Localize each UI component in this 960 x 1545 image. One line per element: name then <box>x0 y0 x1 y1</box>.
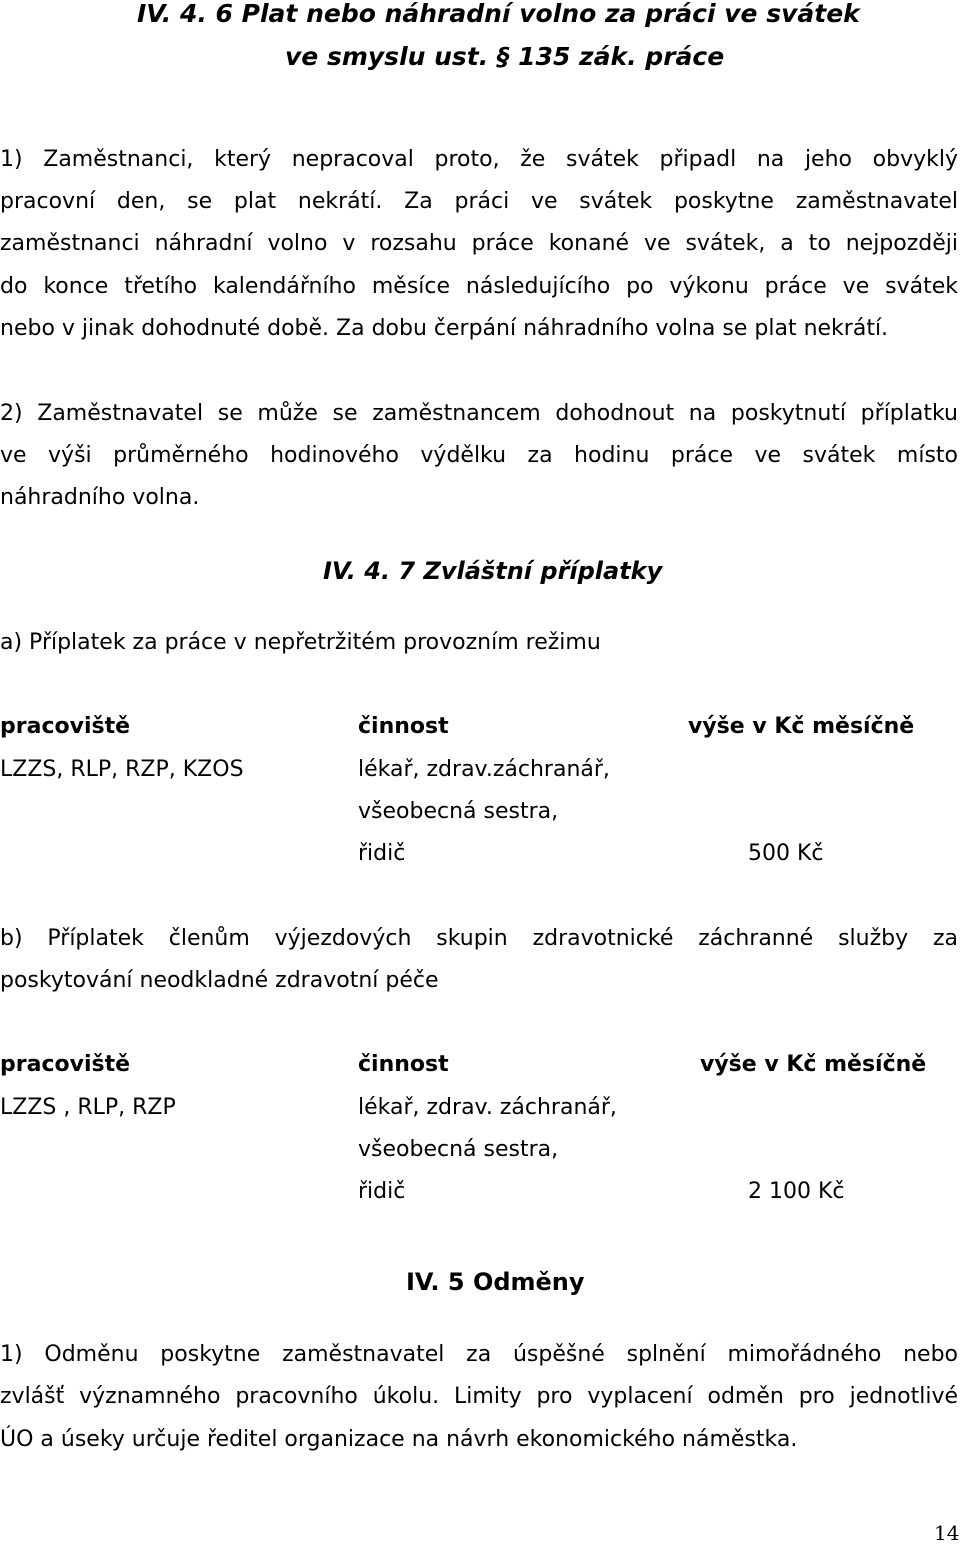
paragraph-line: do konce třetího kalendářního měsíce následujícího po výkonu práce ve svátek <box>0 274 958 299</box>
activity-cell: všeobecná sestra, <box>358 799 559 824</box>
activity-cell: všeobecná sestra, <box>358 1137 559 1162</box>
activity-cell: řidič <box>358 841 406 866</box>
column-header-activity: činnost <box>358 1052 449 1077</box>
section-5-heading: IV. 5 Odměny <box>406 1268 585 1296</box>
paragraph-line: zvlášť významného pracovního úkolu. Limity pro vyplacení odměn pro jednotlivé <box>0 1384 958 1409</box>
workplace-cell: LZZS , RLP, RZP <box>0 1095 176 1120</box>
activity-cell: lékař, zdrav.záchranář, <box>358 757 610 782</box>
paragraph-line: 1) Odměnu poskytne zaměstnavatel za úspěšné splnění mimořádného nebo <box>0 1342 958 1367</box>
paragraph-line: ve výši průměrného hodinového výdělku za hodinu práce ve svátek místo <box>0 443 958 468</box>
column-header-activity: činnost <box>358 714 449 739</box>
workplace-cell: LZZS, RLP, RZP, KZOS <box>0 757 244 782</box>
activity-cell: lékař, zdrav. záchranář, <box>358 1095 617 1120</box>
paragraph-line: zaměstnanci náhradní volno v rozsahu práce konané ve svátek, a to nejpozději <box>0 231 958 256</box>
section-46-heading-line1: IV. 4. 6 Plat nebo náhradní volno za práci ve svátek <box>137 0 860 28</box>
paragraph-line: ÚO a úseky určuje ředitel organizace na návrh ekonomického náměstka. <box>0 1427 798 1452</box>
section-46-heading-line2: ve smyslu ust. § 135 zák. práce <box>285 42 725 71</box>
paragraph-line: pracovní den, se plat nekrátí. Za práci ve svátek poskytne zaměstnavatel <box>0 189 958 214</box>
column-header-workplace: pracoviště <box>0 714 131 739</box>
column-header-workplace: pracoviště <box>0 1052 131 1077</box>
supplement-a-title: a) Příplatek za práce v nepřetržitém provozním režimu <box>0 630 601 655</box>
section-47-heading: IV. 4. 7 Zvláštní příplatky <box>323 557 663 585</box>
column-header-amount: výše v Kč měsíčně <box>688 714 915 739</box>
paragraph-line: 2) Zaměstnavatel se může se zaměstnancem dohodnout na poskytnutí příplatku <box>0 401 958 426</box>
paragraph-line: 1) Zaměstnanci, který nepracoval proto, že svátek připadl na jeho obvyklý <box>0 147 958 172</box>
paragraph-line: b) Příplatek členům výjezdových skupin zdravotnické záchranné služby za <box>0 926 958 951</box>
paragraph-line: poskytování neodkladné zdravotní péče <box>0 968 439 993</box>
amount-cell: 2 100 Kč <box>748 1179 845 1204</box>
column-header-amount: výše v Kč měsíčně <box>700 1052 927 1077</box>
paragraph-line: náhradního volna. <box>0 485 200 510</box>
activity-cell: řidič <box>358 1179 406 1204</box>
page-number: 14 <box>934 1521 960 1545</box>
paragraph-line: nebo v jinak dohodnuté době. Za dobu čerpání náhradního volna se plat nekrátí. <box>0 316 889 341</box>
amount-cell: 500 Kč <box>748 841 824 866</box>
